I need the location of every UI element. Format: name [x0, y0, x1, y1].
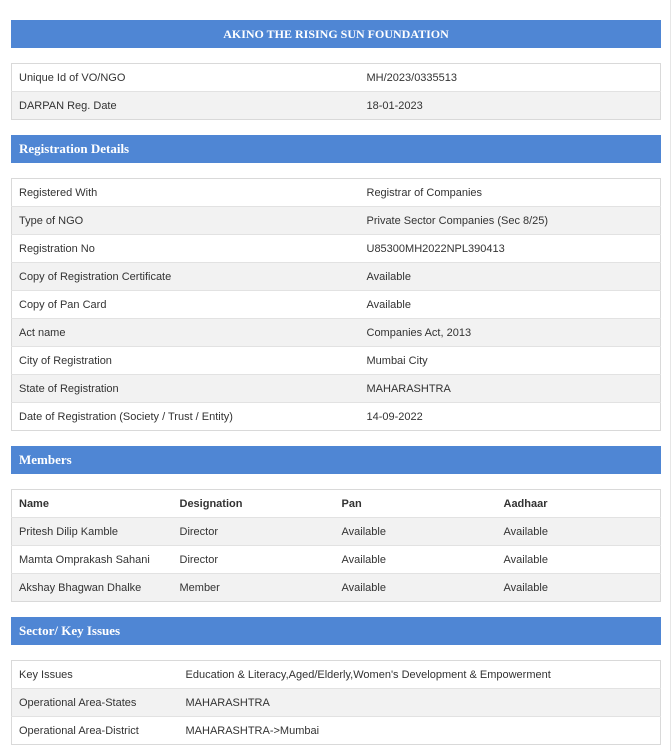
- row-value: MAHARASHTRA: [179, 689, 661, 717]
- members-section-header: [11, 446, 661, 474]
- organization-title-bar: [11, 20, 661, 48]
- organization-title: AKINO THE RISING SUN FOUNDATION: [223, 27, 449, 41]
- table-header-row: [12, 490, 661, 518]
- table-row: [12, 92, 661, 120]
- row-label: Operational Area-States: [12, 689, 179, 717]
- column-header-designation: Designation: [179, 497, 243, 510]
- table-row: [12, 179, 661, 207]
- sector-section-header: [11, 617, 661, 645]
- table-row: [12, 546, 661, 574]
- row-label: Act name: [12, 319, 360, 347]
- row-value: Companies Act, 2013: [360, 319, 661, 347]
- member-designation: Director: [173, 546, 335, 574]
- row-value: MAHARASHTRA->Mumbai: [179, 717, 661, 745]
- row-value: MAHARASHTRA: [360, 375, 661, 403]
- table-row: [12, 518, 661, 546]
- row-value: U85300MH2022NPL390413: [360, 235, 661, 263]
- member-pan: Available: [335, 546, 497, 574]
- row-value: 18-01-2023: [360, 92, 661, 120]
- table-row: [12, 64, 661, 92]
- table-row: [12, 717, 661, 745]
- sector-table: [11, 660, 661, 745]
- member-aadhaar: Available: [497, 546, 661, 574]
- row-label: Date of Registration (Society / Trust / Entity): [12, 403, 360, 431]
- column-header-pan: Pan: [341, 497, 362, 510]
- row-label: Copy of Pan Card: [12, 291, 360, 319]
- row-label: Key Issues: [19, 668, 73, 681]
- row-label: Registration No: [12, 235, 360, 263]
- member-name: Mamta Omprakash Sahani: [12, 546, 173, 574]
- summary-table: [11, 63, 661, 120]
- member-aadhaar: Available: [497, 574, 661, 602]
- row-value: Registrar of Companies: [366, 186, 483, 199]
- table-row: [12, 689, 661, 717]
- table-row: [12, 347, 661, 375]
- registration-table: [11, 178, 661, 431]
- table-row: [12, 319, 661, 347]
- member-name: Pritesh Dilip Kamble: [12, 518, 173, 546]
- row-value: 14-09-2022: [360, 403, 661, 431]
- section-title: Sector/ Key Issues: [19, 623, 121, 638]
- member-name: Akshay Bhagwan Dhalke: [12, 574, 173, 602]
- row-value: Available: [360, 291, 661, 319]
- table-row: [12, 574, 661, 602]
- row-label: State of Registration: [12, 375, 360, 403]
- member-designation: Director: [173, 518, 335, 546]
- row-label: Type of NGO: [12, 207, 360, 235]
- member-aadhaar: Available: [497, 518, 661, 546]
- registration-section-header: [11, 135, 661, 163]
- row-label: Unique Id of VO/NGO: [19, 71, 126, 84]
- member-pan: Available: [335, 518, 497, 546]
- row-value: MH/2023/0335513: [366, 71, 458, 84]
- table-row: [12, 291, 661, 319]
- table-row: [12, 235, 661, 263]
- members-table: [11, 489, 661, 602]
- section-title: Registration Details: [19, 141, 130, 156]
- column-header-aadhaar: Aadhaar: [503, 497, 548, 510]
- row-value: Education & Literacy,Aged/Elderly,Women's Development & Empowerment: [185, 668, 551, 681]
- table-row: [12, 403, 661, 431]
- row-value: Mumbai City: [360, 347, 661, 375]
- row-label: Operational Area-District: [12, 717, 179, 745]
- table-row: [12, 661, 661, 689]
- table-row: [12, 375, 661, 403]
- row-value: Available: [360, 263, 661, 291]
- member-pan: Available: [335, 574, 497, 602]
- table-row: [12, 207, 661, 235]
- row-value: Private Sector Companies (Sec 8/25): [360, 207, 661, 235]
- row-label: Copy of Registration Certificate: [12, 263, 360, 291]
- row-label: DARPAN Reg. Date: [12, 92, 360, 120]
- section-title: Members: [19, 452, 72, 467]
- row-label: City of Registration: [12, 347, 360, 375]
- row-label: Registered With: [19, 186, 98, 199]
- member-designation: Member: [173, 574, 335, 602]
- table-row: [12, 263, 661, 291]
- column-header-name: Name: [19, 497, 49, 510]
